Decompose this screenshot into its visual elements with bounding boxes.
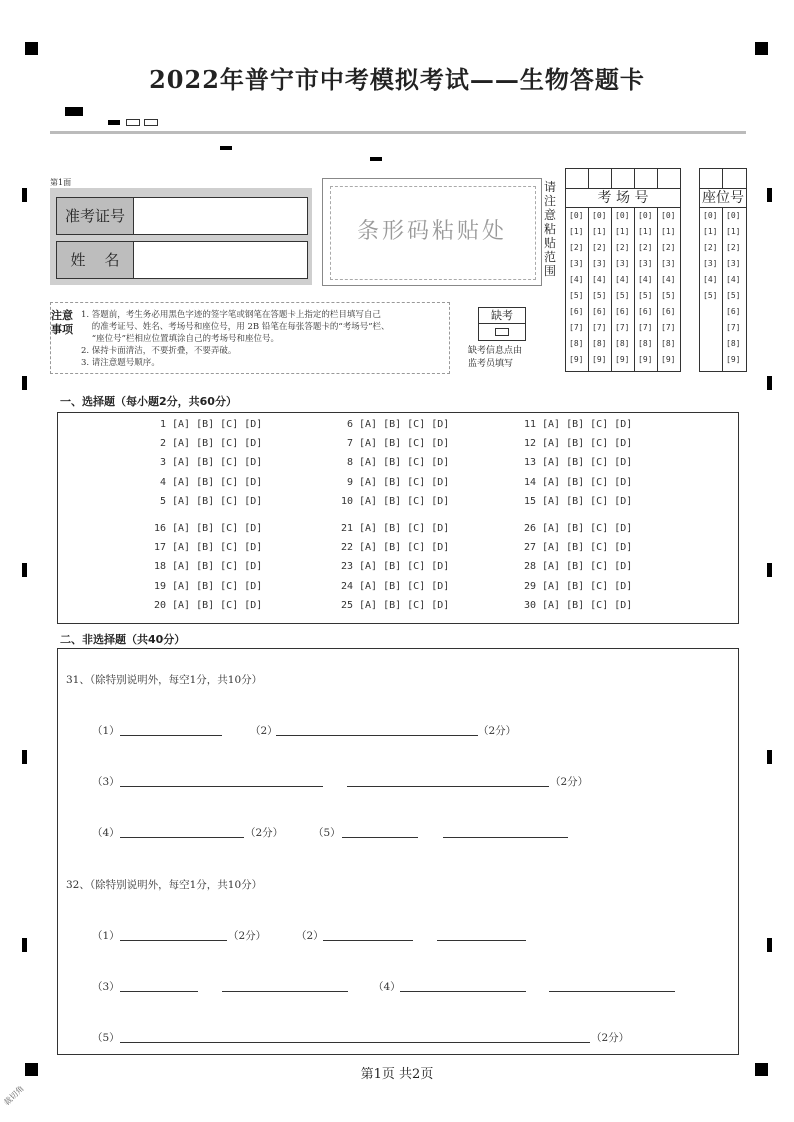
absent-note-line: 监考员填写 [468, 359, 514, 369]
exam-room-digit-bubble[interactable]: [4] [638, 275, 653, 284]
q32-blank2-label: （2） [296, 930, 324, 942]
absent-note-line: 缺考信息点由 [468, 346, 523, 356]
exam-room-digit-bubble[interactable]: [6] [638, 307, 653, 316]
notes-label: 注意事项 [51, 309, 73, 336]
exam-id-label: 准考证号 [57, 198, 134, 234]
mc-question-number: 17 [153, 542, 166, 554]
seat-grid [699, 168, 747, 372]
mc-question-number: 22 [340, 542, 353, 554]
mc-question-row[interactable] [148, 542, 262, 553]
exam-room-digit-bubble[interactable]: [2] [638, 243, 653, 252]
page-marker-empty [144, 119, 158, 126]
seat-digit-bubble[interactable]: [2] [726, 243, 741, 252]
timing-mark-right [767, 376, 772, 390]
exam-room-digit-bubble[interactable]: [0] [592, 211, 607, 220]
mc-question-row[interactable] [518, 561, 632, 572]
timing-mark-right [767, 750, 772, 764]
q31-blank4[interactable] [120, 837, 244, 838]
mc-question-number: 18 [153, 561, 166, 573]
q31-blank3-label: （3） [92, 776, 120, 788]
exam-room-digit-bubble[interactable]: [6] [569, 307, 584, 316]
timing-mark-right [767, 563, 772, 577]
mc-question-row[interactable] [335, 496, 449, 507]
name-label: 姓 名 [57, 242, 134, 278]
exam-room-digit-bubble[interactable]: [5] [661, 291, 676, 300]
mc-question-number: 9 [346, 476, 353, 488]
q32-blank5-label: （5） [92, 1032, 120, 1044]
q32-blank1-label: （1） [92, 930, 120, 942]
mc-question-number: 2 [159, 438, 166, 450]
exam-room-digit-bubble[interactable]: [9] [569, 355, 584, 364]
exam-room-digit-bubble[interactable]: [8] [615, 339, 630, 348]
q31-blank5a[interactable] [342, 837, 418, 838]
mc-options[interactable]: [A] [B] [C] [D] [359, 599, 450, 611]
seat-digit-bubble[interactable]: [1] [726, 227, 741, 236]
mc-question-number: 19 [153, 580, 166, 592]
q32-blank4a[interactable] [400, 991, 526, 992]
mc-question-number: 1 [159, 419, 166, 430]
mc-question-row[interactable] [335, 600, 449, 611]
mc-question-number: 13 [523, 457, 536, 469]
header-rule [50, 131, 746, 134]
mc-question-row[interactable] [518, 542, 632, 553]
mc-options[interactable]: [A] [B] [C] [D] [542, 580, 633, 592]
mc-question-row[interactable] [518, 600, 632, 611]
mc-question-number: 14 [523, 476, 536, 488]
q31-blank2-score: （2分） [478, 725, 517, 737]
question-31-header: 31、（除特别说明外，每空1分，共10分） [66, 674, 263, 686]
q31-blank1-label: （1） [92, 725, 120, 737]
mc-question-row[interactable] [335, 419, 449, 430]
mc-question-number: 28 [523, 561, 536, 573]
exam-room-digit-bubble[interactable]: [9] [638, 355, 653, 364]
notes-line: 的准考证号、姓名、考场号和座位号，用 2B 铅笔在每张答题卡的“考场号”栏、 [81, 322, 390, 332]
mc-options[interactable]: [A] [B] [C] [D] [172, 476, 263, 488]
mc-question-row[interactable] [335, 438, 449, 449]
exam-room-digit-bubble[interactable]: [5] [638, 291, 653, 300]
mc-options[interactable]: [A] [B] [C] [D] [542, 523, 633, 534]
exam-room-digit-bubble[interactable]: [1] [638, 227, 653, 236]
seat-digit-bubble[interactable]: [4] [726, 275, 741, 284]
exam-room-digit-bubble[interactable]: [2] [569, 243, 584, 252]
exam-room-digit-bubble[interactable]: [5] [615, 291, 630, 300]
exam-room-label: 考 场 号 [566, 189, 680, 208]
mc-question-number: 20 [153, 599, 166, 611]
mc-options[interactable]: [A] [B] [C] [D] [542, 495, 633, 507]
timing-mark-right [767, 188, 772, 202]
alignment-mark [220, 146, 232, 150]
mc-question-row[interactable] [335, 523, 449, 534]
barcode-area [322, 178, 542, 286]
exam-room-digit-bubble[interactable]: [1] [569, 227, 584, 236]
q32-blank4b[interactable] [549, 991, 675, 992]
exam-room-digit-bubble[interactable]: [8] [592, 339, 607, 348]
q31-blank4-label: （4） [92, 827, 120, 839]
mc-question-number: 29 [523, 580, 536, 592]
absent-box [478, 307, 526, 341]
exam-room-digit-bubble[interactable]: [4] [592, 275, 607, 284]
exam-room-digit-bubble[interactable]: [3] [638, 259, 653, 268]
exam-room-digit-bubble[interactable]: [5] [592, 291, 607, 300]
exam-room-digit-bubble[interactable]: [7] [569, 323, 584, 332]
exam-room-digit-bubble[interactable]: [0] [638, 211, 653, 220]
seat-digit-bubble[interactable]: [0] [726, 211, 741, 220]
mc-options[interactable]: [A] [B] [C] [D] [359, 495, 450, 507]
mc-options[interactable]: [A] [B] [C] [D] [172, 542, 263, 554]
exam-room-digit-bubble[interactable]: [9] [615, 355, 630, 364]
seat-digit-bubble[interactable]: [1] [703, 227, 718, 236]
mc-question-number: 7 [346, 438, 353, 450]
exam-room-digit-bubble[interactable]: [4] [661, 275, 676, 284]
mc-question-row[interactable] [518, 477, 632, 488]
q31-blank5-label: （5） [313, 827, 341, 839]
mc-question-row[interactable] [148, 477, 262, 488]
mc-question-row[interactable] [518, 457, 632, 468]
mc-question-number: 16 [153, 523, 166, 534]
timing-mark-top-right [755, 42, 768, 55]
mc-question-number: 8 [346, 457, 353, 469]
timing-mark-left [22, 938, 27, 952]
seat-write-cells[interactable] [700, 169, 746, 189]
mc-options[interactable]: [A] [B] [C] [D] [359, 561, 450, 573]
seat-digit-bubble[interactable]: [5] [726, 291, 741, 300]
q31-blank2[interactable] [276, 735, 478, 736]
exam-room-digit-bubble[interactable]: [3] [661, 259, 676, 268]
mc-question-row[interactable] [148, 523, 262, 534]
mc-question-number: 11 [523, 419, 536, 430]
notes-line: 1. 答题前，考生务必用黑色字迹的签字笔或钢笔在答题卡上指定的栏目填写自己 [81, 310, 381, 320]
mc-options[interactable]: [A] [B] [C] [D] [172, 599, 263, 611]
seat-digit-bubble[interactable]: [9] [726, 355, 741, 364]
exam-room-digit-bubble[interactable]: [0] [661, 211, 676, 220]
mc-options[interactable]: [A] [B] [C] [D] [172, 580, 263, 592]
name-field[interactable] [56, 241, 308, 279]
q31-blank1[interactable] [120, 735, 222, 736]
exam-room-digit-bubble[interactable]: [6] [661, 307, 676, 316]
q32-blank2b[interactable] [437, 940, 526, 941]
exam-room-grid [565, 168, 681, 372]
mc-options[interactable]: [A] [B] [C] [D] [359, 476, 450, 488]
timing-mark-left [22, 563, 27, 577]
page-label: 第1面 [50, 178, 72, 187]
exam-id-field[interactable] [56, 197, 308, 235]
q32-blank5[interactable] [120, 1042, 590, 1043]
exam-room-digit-bubble[interactable]: [5] [569, 291, 584, 300]
exam-room-digit-bubble[interactable]: [1] [592, 227, 607, 236]
absent-note [468, 345, 522, 371]
q31-blank4-score: （2分） [245, 827, 284, 839]
exam-room-digit-bubble[interactable]: [8] [569, 339, 584, 348]
exam-room-digit-bubble[interactable]: [3] [592, 259, 607, 268]
mc-question-number: 3 [159, 457, 166, 469]
mc-question-row[interactable] [335, 561, 449, 572]
mc-question-number: 23 [340, 561, 353, 573]
mc-question-row[interactable] [148, 457, 262, 468]
seat-digit-bubble[interactable]: [0] [703, 211, 718, 220]
exam-room-digit-bubble[interactable]: [4] [569, 275, 584, 284]
mc-question-row[interactable] [148, 419, 262, 430]
exam-room-digit-bubble[interactable]: [6] [592, 307, 607, 316]
mc-options[interactable]: [A] [B] [C] [D] [172, 561, 263, 573]
exam-room-digit-bubble[interactable]: [1] [615, 227, 630, 236]
exam-room-digit-bubble[interactable]: [8] [638, 339, 653, 348]
exam-room-digit-bubble[interactable]: [4] [615, 275, 630, 284]
exam-room-digit-bubble[interactable]: [7] [592, 323, 607, 332]
section2-title: 二、非选择题（共40分） [60, 633, 186, 646]
exam-room-digit-bubble[interactable]: [9] [592, 355, 607, 364]
mc-options[interactable]: [A] [B] [C] [D] [172, 495, 263, 507]
mc-question-number: 21 [340, 523, 353, 534]
mc-options[interactable]: [A] [B] [C] [D] [542, 542, 633, 554]
seat-digit-bubble[interactable]: [5] [703, 291, 718, 300]
mc-options[interactable]: [A] [B] [C] [D] [359, 438, 450, 450]
alignment-mark [370, 157, 382, 161]
q32-blank2a[interactable] [323, 940, 413, 941]
exam-room-digit-bubble[interactable]: [8] [661, 339, 676, 348]
mc-options[interactable]: [A] [B] [C] [D] [542, 457, 633, 469]
q32-blank1[interactable] [120, 940, 227, 941]
exam-room-digit-bubble[interactable]: [2] [592, 243, 607, 252]
mc-options[interactable]: [A] [B] [C] [D] [542, 599, 633, 611]
q32-blank4-label: （4） [373, 981, 401, 993]
timing-mark-top-left [25, 42, 38, 55]
mc-question-row[interactable] [518, 581, 632, 592]
question-32-header: 32、（除特别说明外，每空1分，共10分） [66, 879, 263, 891]
exam-room-digit-bubble[interactable]: [3] [615, 259, 630, 268]
q31-blank3a[interactable] [120, 786, 323, 787]
mc-question-row[interactable] [518, 438, 632, 449]
exam-room-digit-bubble[interactable]: [9] [661, 355, 676, 364]
mc-options[interactable]: [A] [B] [C] [D] [359, 523, 450, 534]
mc-question-row[interactable] [518, 523, 632, 534]
q31-blank2-label: （2） [250, 725, 278, 737]
seat-label: 座位号 [702, 190, 744, 206]
seat-digit-bubble[interactable]: [4] [703, 275, 718, 284]
mc-options[interactable]: [A] [B] [C] [D] [172, 419, 263, 430]
mc-options[interactable]: [A] [B] [C] [D] [359, 580, 450, 592]
seat-digit-bubble[interactable]: [3] [703, 259, 718, 268]
mc-question-row[interactable] [335, 542, 449, 553]
seat-digit-bubble[interactable]: [6] [726, 307, 741, 316]
mc-question-row[interactable] [335, 581, 449, 592]
mc-question-row[interactable] [148, 600, 262, 611]
q31-blank3b[interactable] [347, 786, 549, 787]
exam-room-digit-bubble[interactable]: [2] [661, 243, 676, 252]
q32-blank1-score: （2分） [228, 930, 267, 942]
section1-title: 一、选择题（每小题2分，共60分） [60, 395, 237, 408]
absent-bubble[interactable] [495, 328, 509, 336]
notes-line: “座位号”栏相应位置填涂自己的考场号和座位号。 [81, 334, 280, 344]
mc-question-row[interactable] [335, 457, 449, 468]
page-marker-filled [108, 120, 120, 125]
mc-question-number: 6 [346, 419, 353, 430]
exam-room-digit-bubble[interactable]: [7] [615, 323, 630, 332]
timing-mark-left [22, 188, 27, 202]
mc-question-number: 4 [159, 476, 166, 488]
mc-question-row[interactable] [335, 477, 449, 488]
mc-question-number: 15 [523, 495, 536, 507]
seat-digit-bubble[interactable]: [3] [726, 259, 741, 268]
exam-room-digit-bubble[interactable]: [7] [638, 323, 653, 332]
q31-blank5b[interactable] [443, 837, 568, 838]
multiple-choice-box [57, 412, 739, 624]
notes-line: 3. 请注意题号顺序。 [81, 358, 160, 368]
mc-question-row[interactable] [148, 581, 262, 592]
absent-title: 缺考 [479, 308, 525, 324]
mc-options[interactable]: [A] [B] [C] [D] [542, 419, 633, 430]
mc-question-number: 30 [523, 599, 536, 611]
mc-options[interactable]: [A] [B] [C] [D] [172, 457, 263, 469]
corner-note: 裁切角 [2, 1083, 26, 1108]
mc-options[interactable]: [A] [B] [C] [D] [172, 438, 263, 450]
mc-question-number: 12 [523, 438, 536, 450]
timing-mark-left [22, 750, 27, 764]
exam-room-digit-bubble[interactable]: [3] [569, 259, 584, 268]
mc-options[interactable]: [A] [B] [C] [D] [359, 542, 450, 554]
mc-question-row[interactable] [148, 496, 262, 507]
mc-options[interactable]: [A] [B] [C] [D] [542, 438, 633, 450]
exam-room-digit-bubble[interactable]: [0] [569, 211, 584, 220]
exam-room-write-cells[interactable] [566, 169, 680, 189]
mc-options[interactable]: [A] [B] [C] [D] [359, 419, 450, 430]
mc-question-number: 27 [523, 542, 536, 554]
timing-mark-left [22, 376, 27, 390]
exam-room-digit-bubble[interactable]: [7] [661, 323, 676, 332]
page-title: 2022年普宁市中考模拟考试——生物答题卡 [149, 65, 645, 94]
mc-question-row[interactable] [518, 496, 632, 507]
mc-question-number: 5 [159, 495, 166, 507]
mc-options[interactable]: [A] [B] [C] [D] [359, 457, 450, 469]
q31-blank3-score: （2分） [550, 776, 589, 788]
mc-question-number: 26 [523, 523, 536, 534]
exam-room-digit-bubble[interactable]: [0] [615, 211, 630, 220]
exam-room-digit-bubble[interactable]: [2] [615, 243, 630, 252]
mc-question-row[interactable] [148, 438, 262, 449]
q32-blank3-label: （3） [92, 981, 120, 993]
exam-room-digit-bubble[interactable]: [1] [661, 227, 676, 236]
notes-box [50, 302, 450, 374]
mc-question-number: 10 [340, 495, 353, 507]
mc-options[interactable]: [A] [B] [C] [D] [542, 561, 633, 573]
barcode-side-note: 请注意粘贴范围 [543, 180, 556, 278]
mc-question-row[interactable] [518, 419, 632, 430]
barcode-label: 条形码粘贴处 [356, 219, 507, 244]
page-marker-empty [126, 119, 140, 126]
mc-question-number: 25 [340, 599, 353, 611]
timing-mark-right [767, 938, 772, 952]
notes-line: 2. 保持卡面清洁，不要折叠，不要弄破。 [81, 346, 237, 356]
mc-question-number: 24 [340, 580, 353, 592]
candidate-info [50, 188, 312, 285]
exam-room-digit-bubble[interactable]: [6] [615, 307, 630, 316]
header-mark [65, 107, 83, 116]
q32-blank5-score: （2分） [591, 1032, 630, 1044]
q32-blank3b[interactable] [222, 991, 348, 992]
seat-digit-bubble[interactable]: [2] [703, 243, 718, 252]
seat-digit-bubble[interactable]: [7] [726, 323, 741, 332]
seat-digit-bubble[interactable]: [8] [726, 339, 741, 348]
mc-options[interactable]: [A] [B] [C] [D] [172, 523, 263, 534]
page-footer: 第1页 共2页 [360, 1067, 434, 1082]
mc-options[interactable]: [A] [B] [C] [D] [542, 476, 633, 488]
q32-blank3a[interactable] [120, 991, 198, 992]
mc-question-row[interactable] [148, 561, 262, 572]
